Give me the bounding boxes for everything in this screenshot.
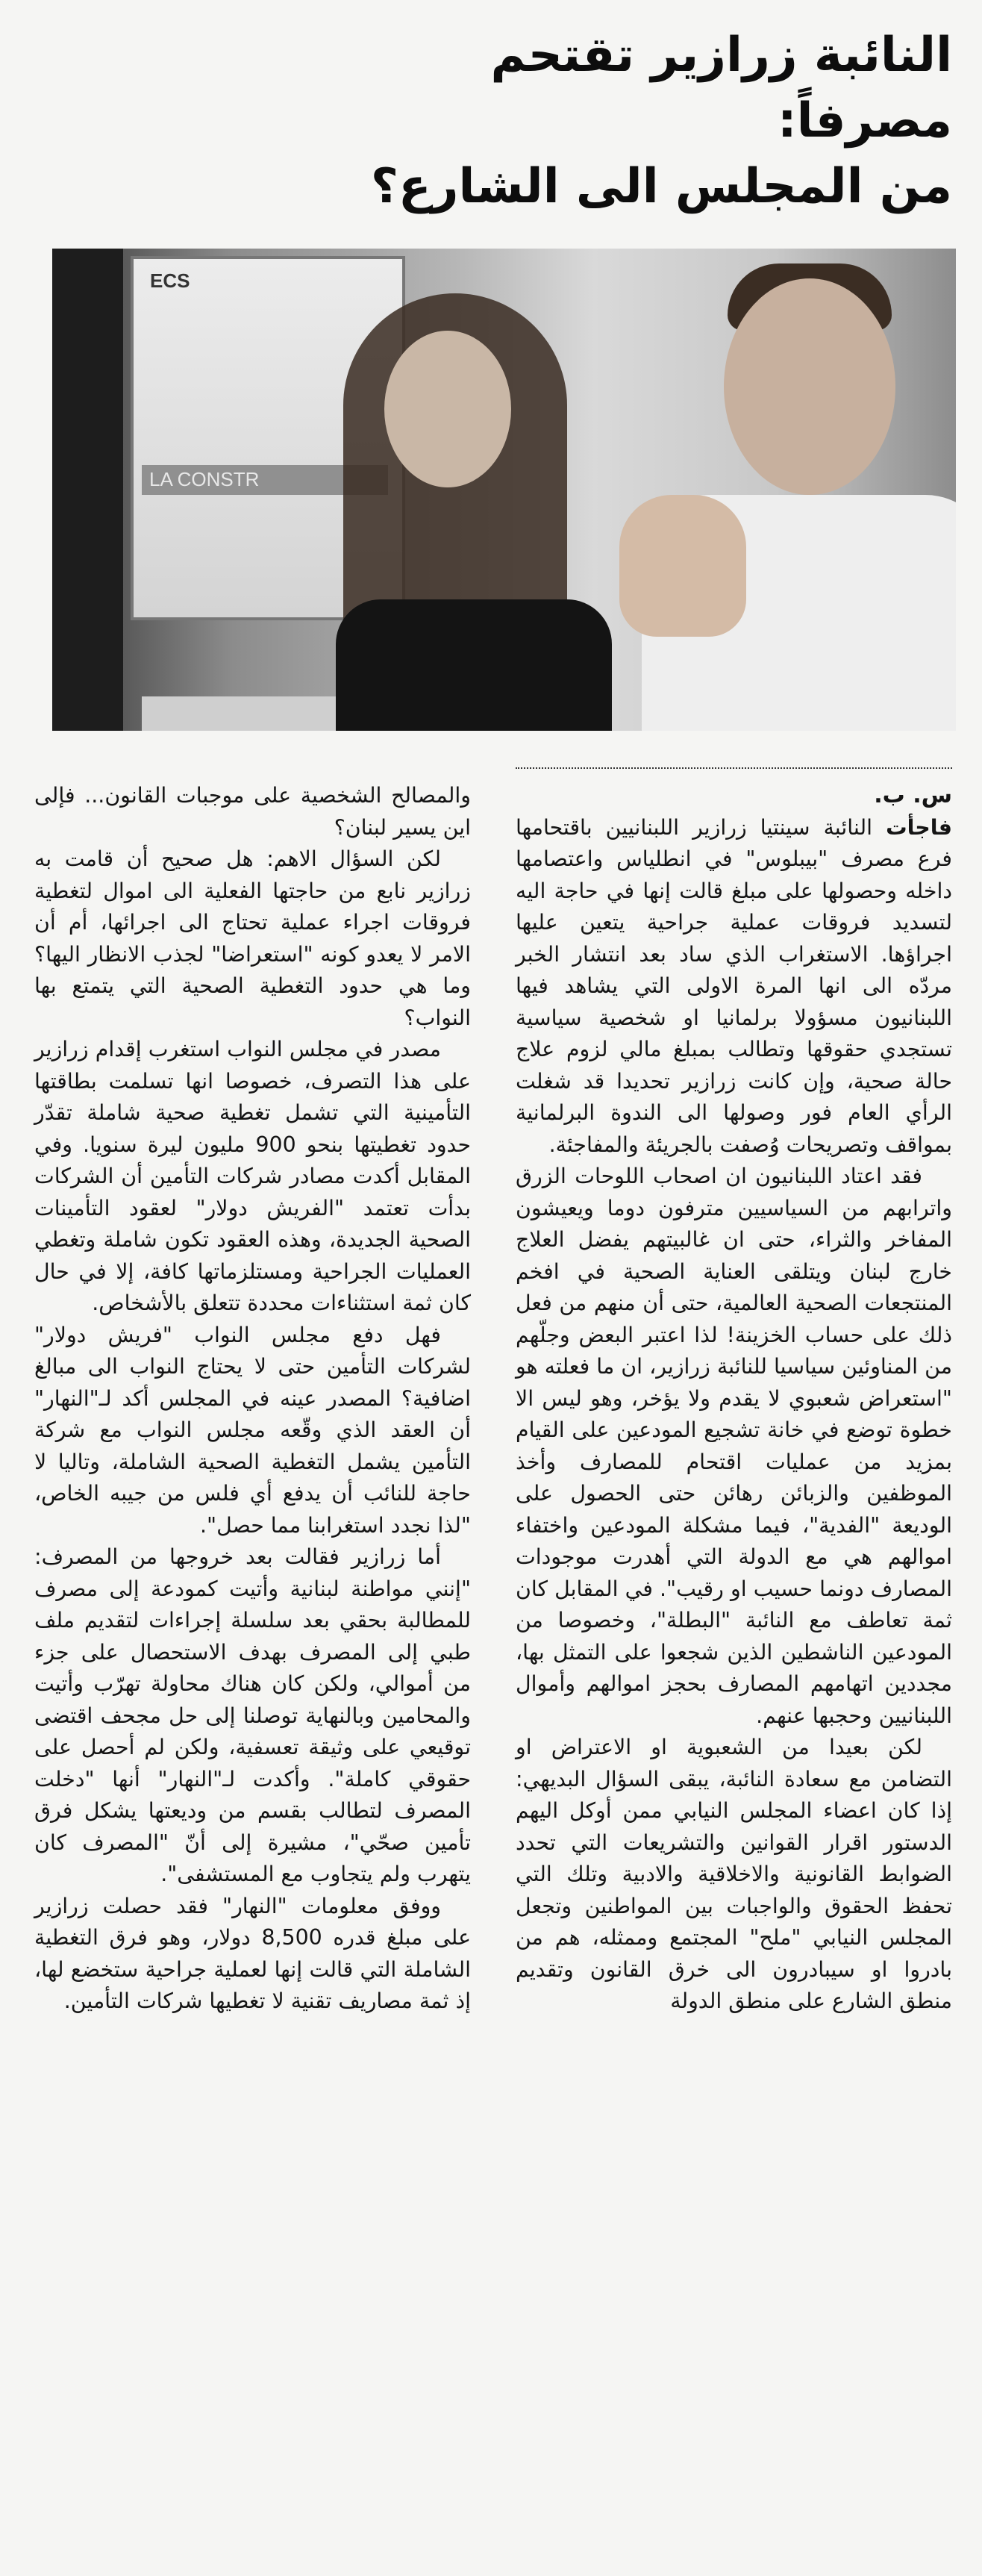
article-column-right (516, 780, 952, 2018)
headline (340, 22, 952, 219)
photo-sign-band-text: LA CONSTR (149, 468, 260, 490)
article-column-left (34, 780, 471, 2018)
paragraph: مصدر في مجلس النواب استغرب إقدام زرازير على هذا التصرف، خصوصا انها تسلمت بطاقتها التأمينية التي تشمل تغطية صحية شاملة تقدّر حدود تغطيتها بنحو 900 مليون ليرة سنويا. وفي المقابل أكدت مصادر شركات التأمين أن الشركات بدأت تعتمد "الفريش دولار" لعقود التأمينات الصحية الجديدة، وهذه العقود تكون شاملة وتغطي العمليات الجراحية ومستلزماتها كافة، إلا في حال كان ثمة استثناءات محددة تتعلق بالأشخاص. (34, 1037, 471, 1315)
headline-line-2: من المجلس الى الشارع؟ (370, 159, 952, 214)
paragraph: لكن بعيدا من الشعبوية او الاعتراض او التضامن مع سعادة النائبة، يبقى السؤال البديهي: إذا كان اعضاء المجلس النيابي ممن أوكل اليهم الدستور اقرار القوانين والتشريعات التي تحدد الضوابط القانونية والاخلاقية والادبية وتلك التي تحفظ الحقوق والواجبات بين المواطنين وتجعل المجلس النيابي "ملح" المجتمع وممثله، هم من بادروا او سيبادرون الى خرق القانون وتقديم منطق الشارع على منطق الدولة (516, 1735, 952, 2013)
photo-woman-face (384, 331, 511, 487)
photo-man-head (724, 278, 895, 495)
photo-desk (142, 696, 351, 731)
photo-doorframe (52, 249, 123, 731)
paragraph: لكن السؤال الاهم: هل صحيح أن قامت به زرازير نابع من حاجتها الفعلية الى اموال لتغطية فروقات اجراء عملية تحتاج الى اجرائها، أم أن الامر لا يعدو كونه "استعراضا" لجذب الانظار اليها؟ وما هي حدود التغطية الصحية التي يتمتع بها النواب؟ (34, 846, 471, 1030)
article-photo (52, 249, 956, 731)
paragraph-text: النائبة سينتيا زرازير اللبنانيين باقتحامها فرع مصرف "بيبلوس" في انطلياس واعتصامها داخله وحصولها على مبلغ قالت إنها في حاجة اليه لتسديد فروقات عملية جراحية يتعين عليها اجراؤها. الاستغراب الذي ساد بعد انتشار الخبر مردّه الى انها المرة الاولى التي يشاهد فيها اللبنانيون مسؤولا برلمانيا او شخصية سياسية تستجدي حقوقها وتطالب بمبلغ مالي لزوم علاج حالة صحية، وإن كانت زرازير تحديدا قد شغلت الرأي العام فور وصولها الى الندوة البرلمانية بمواقف وتصريحات وُصفت بالجريئة والمفاجئة. (516, 814, 952, 1157)
paragraph: والمصالح الشخصية على موجبات القانون... فإلى اين يسير لبنان؟ (34, 783, 471, 840)
photo-raised-hand (619, 495, 746, 637)
photo-sign-text: ECS (150, 269, 190, 292)
headline-line-1: النائبة زرازير تقتحم مصرفاً: (490, 28, 952, 149)
paragraph: ووفق معلومات "النهار" فقد حصلت زرازير على مبلغ قدره 8,500 دولار، وهو فرق التغطية الشاملة التي قالت إنها لعملية جراحية ستخضع لها، إذ ثمة مصاريف تقنية لا تغطيها شركات التأمين. (34, 1893, 472, 2013)
paragraph: أما زرازير فقالت بعد خروجها من المصرف: "إنني مواطنة لبنانية وأتيت كمودعة إلى مصرف للمطالبة بحقي بعد سلسلة إجراءات لتقديم ملف طبي إلى المصرف بهدف الاستحصال على جزء من أموالي، ولكن كان هناك محاولة تهرّب وأتيت والمحامين وبالنهاية توصلنا إلى حل مجحف اقتضى توقيعي على وثيقة تعسفية، ولكن لم أحصل على حقوقي كاملة". وأكدت لـ"النهار" أنها "دخلت المصرف لتطالب بقسم من وديعتها يشكل فرق تأمين صحّي"، مشيرة إلى أنّ "المصرف كان يتهرب ولم يتجاوب مع المستشفى". (34, 1544, 471, 1886)
lead-word: فاجأت (886, 814, 952, 840)
byline: س. ب. (874, 782, 952, 808)
photo-woman-body (336, 599, 612, 731)
paragraph: فهل دفع مجلس النواب "فريش دولار" لشركات التأمين حتى لا يحتاج النواب الى مبالغ اضافية؟ المصدر عينه في المجلس أكد لـ"النهار" أن العقد الذي وقّعه مجلس النواب مع شركة التأمين يشمل التغطية الصحية الشاملة، وتاليا لا حاجة للنائب أن يدفع أي فلس من جيبه الخاص، "لذا نجدد استغرابنا مما حصل". (34, 1322, 471, 1538)
paragraph: فقد اعتاد اللبنانيون ان اصحاب اللوحات الزرق واترابهم من السياسيين مترفون دوما ويعيشون المفاخر والثراء، حتى ان غالبيتهم يفضل العلاج خارج لبنان ويتلقى العناية الصحية في افخم المنتجعات الصحية العالمية، حتى أن منهم من فعل ذلك على حساب الخزينة! لذا اعتبر البعض وجلّهم من المناوئين سياسيا للنائبة زرازير، ان ما فعلته هو "استعراض شعبوي لا يقدم ولا يؤخر، وهو ليس الا خطوة توضع في خانة تشجيع المودعين على القيام بمزيد من عمليات اقتحام للمصارف وأخذ الموظفين والزبائن رهائن حتى الحصول على الوديعة "الفدية"، فيما مشكلة المودعين واختفاء اموالهم هي مع الدولة التي أهدرت موجودات المصارف دونما حسيب او رقيب". في المقابل كان ثمة تعاطف مع النائبة "البطلة"، وخصوصا من المودعين الناشطين الذين شجعوا على التمثل بها، مجددين اتهامهم المصارف بحجز اموالهم وأموال اللبنانيين وحجبها عنهم. (516, 1164, 952, 1728)
paragraph (516, 812, 952, 1161)
byline-divider (516, 767, 952, 769)
